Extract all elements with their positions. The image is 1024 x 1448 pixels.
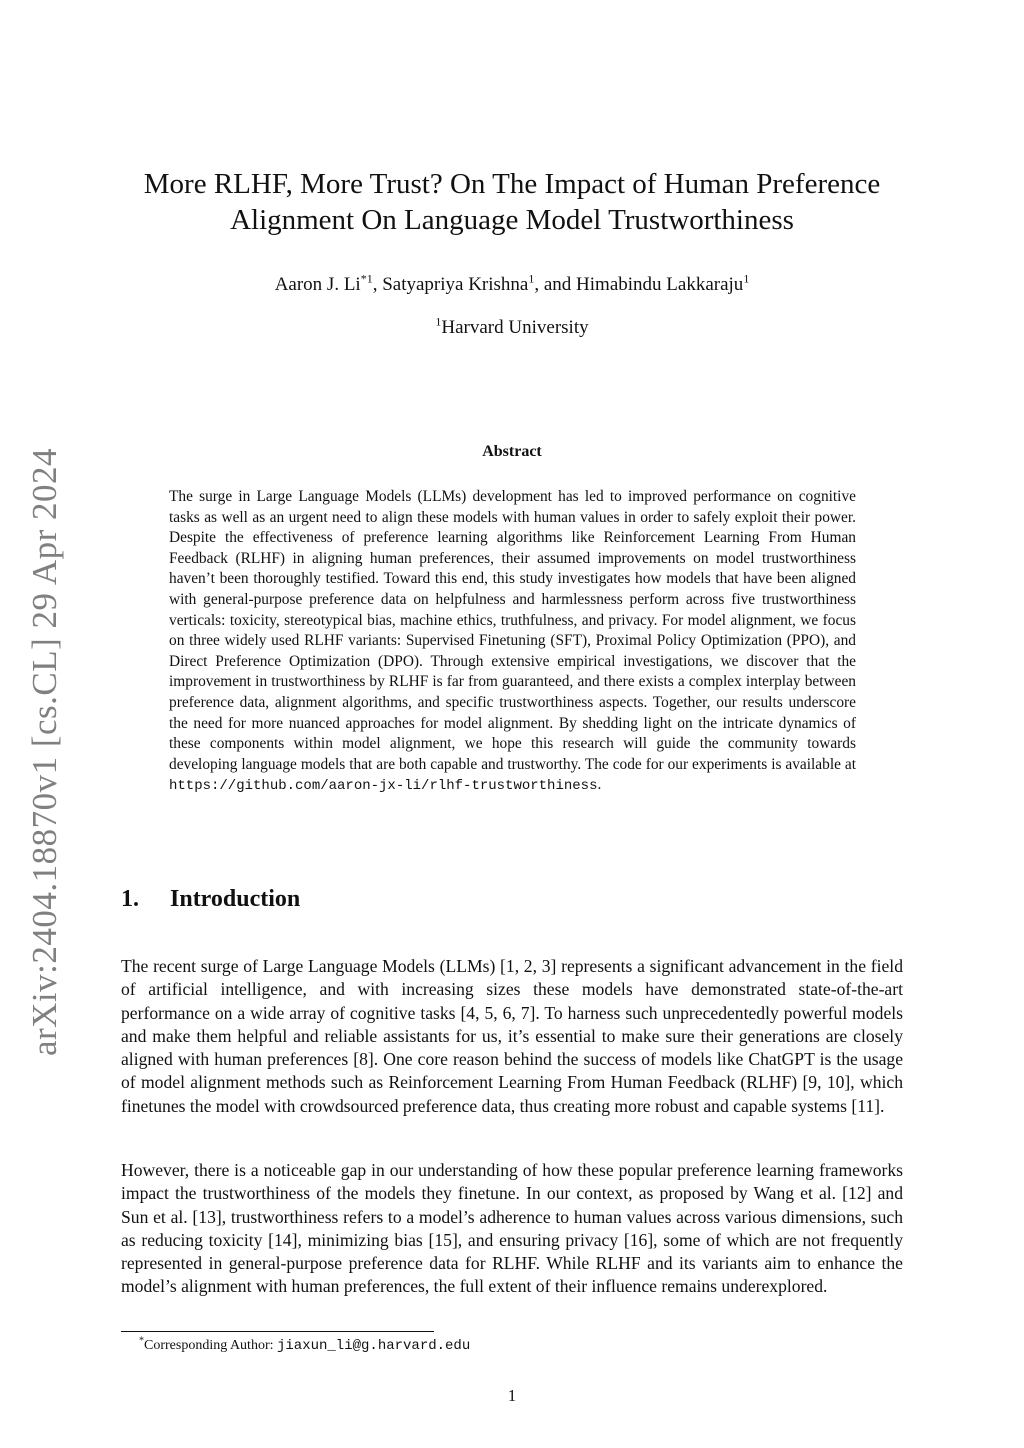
paper-title-line-1: More RLHF, More Trust? On The Impact of Human Preference xyxy=(143,168,881,200)
author-name: Himabindu Lakkaraju xyxy=(576,274,744,295)
introduction-paragraph-2: However, there is a noticeable gap in our understanding of how these popular preference learning frameworks impact the trustworthiness of the models they finetune. In our context, as proposed by Wang et al. [12] and Sun et al. [13], trustworthiness refers to a model’s adherence to human values across various dimensions, such as reducing toxicity [14], minimizing bias [15], and ensuring privacy [16], some of which are not frequently represented in general-purpose preference data for RLHF. While RLHF and its variants aim to enhance the model’s alignment with human preferences, the full extent of their influence remains underexplored. xyxy=(121,1160,903,1297)
author-separator: , xyxy=(372,274,383,295)
author-separator: , and xyxy=(534,274,577,295)
affiliation xyxy=(100,315,924,341)
author-list xyxy=(100,272,924,298)
abstract-heading: Abstract xyxy=(482,443,542,460)
author-affiliation-mark: 1 xyxy=(528,271,535,286)
arxiv-identifier-stamp: arXiv:2404.18870v1 [cs.CL] 29 Apr 2024 xyxy=(25,447,64,1057)
affiliation-name: Harvard University xyxy=(441,317,589,338)
introduction-paragraph-1: The recent surge of Large Language Models (LLMs) [1, 2, 3] represents a significant advancement in the field of artificial intelligence, and with increasing sizes these models have demonstrated state-of-the-art performance on a wide array of cognitive tasks [4, 5, 6, 7]. To harness such unprecedentedly powerful models and make them helpful and reliable assistants for us, it’s essential to make sure their generations are closely aligned with human preferences [8]. One core reason behind the success of models like ChatGPT is the usage of model alignment methods such as Reinforcement Learning From Human Feedback (RLHF) [9, 10], which finetunes the model with crowdsourced preference data, thus creating more robust and capable systems [11]. xyxy=(121,956,903,1116)
footnote-mark: * xyxy=(139,1335,144,1347)
abstract-text: The surge in Large Language Models (LLMs) development has led to improved performance on cognitive tasks as well as an urgent need to align these models with human values in order to safely exploit their power. Despite the effectiveness of preference learning algorithms like Reinforcement Learning From Human Feedback (RLHF) in aligning human preferences, their assumed improvements on model trustworthiness haven’t been thoroughly testified. Toward this end, this study investigates how models that have been aligned with general-purpose preference data on helpfulness and harmlessness perform across five trustworthiness verticals: toxicity, stereotypical bias, machine ethics, truthfulness, and privacy. For model alignment, we focus on three widely used RLHF variants: Supervised Finetuning (SFT), Proximal Policy Optimization (PPO), and Direct Preference Optimization (DPO). Through extensive empirical investigations, we discover that the improvement in trustworthiness by RLHF is far from guaranteed, and there exists a complex interplay between preference data, alignment algorithms, and specific trustworthiness aspects. Together, our results underscore the need for more nuanced approaches for model alignment. By shedding light on the intricate dynamics of these components within model alignment, we hope this research will guide the community towards developing language models that are both capable and trustworthy. The code for our experiments is available at xyxy=(169,488,856,773)
footnote-divider xyxy=(121,1331,434,1332)
author-affiliation-mark: *1 xyxy=(360,271,373,286)
page-number: 1 xyxy=(507,1386,517,1405)
section-heading-introduction xyxy=(121,886,300,913)
section-title: Introduction xyxy=(170,886,301,912)
corresponding-author-email[interactable]: jiaxun_li@g.harvard.edu xyxy=(277,1338,471,1354)
abstract-body xyxy=(169,487,856,797)
affiliation-mark: 1 xyxy=(435,314,442,329)
paper-title xyxy=(100,166,924,238)
author-name: Aaron J. Li xyxy=(274,274,361,295)
footnote xyxy=(139,1337,470,1355)
paper-title-line-2: Alignment On Language Model Trustworthiness xyxy=(230,204,794,236)
author-name: Satyapriya Krishna xyxy=(382,274,529,295)
code-repository-link[interactable]: https://github.com/aaron-jx-li/rlhf-trustworthiness xyxy=(169,778,598,795)
author-affiliation-mark: 1 xyxy=(743,271,750,286)
abstract-end-punctuation: . xyxy=(597,776,602,794)
footnote-label: Corresponding Author: xyxy=(144,1338,274,1353)
section-number: 1. xyxy=(121,886,139,912)
